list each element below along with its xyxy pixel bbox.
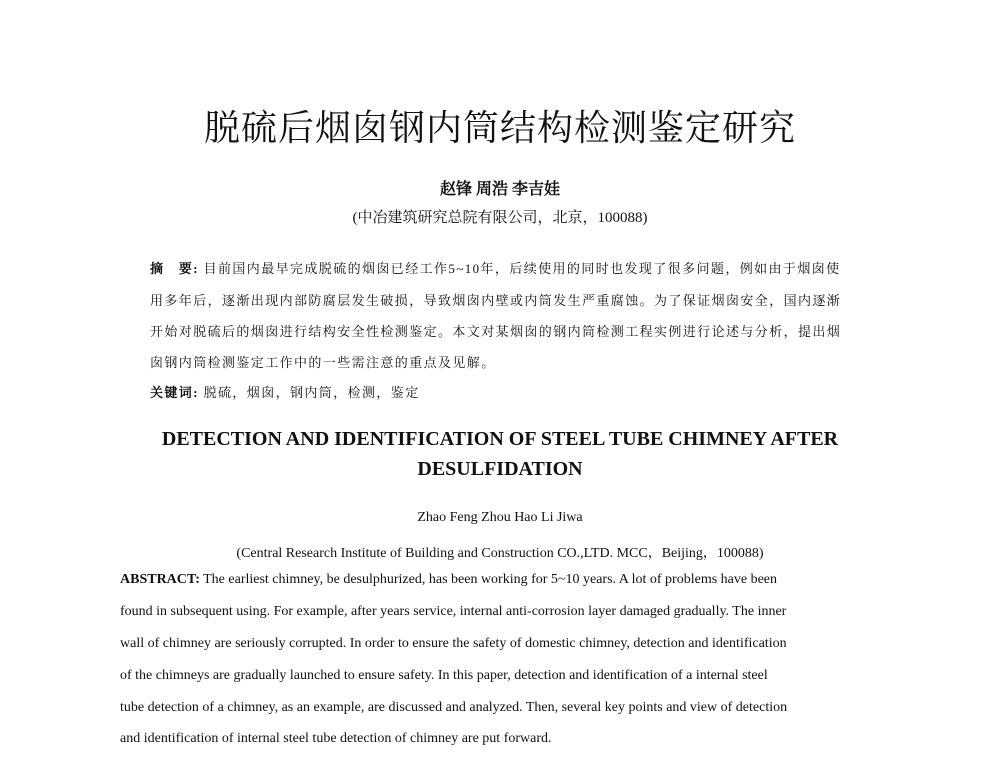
authors-en: Zhao Feng Zhou Hao Li Jiwa [417, 510, 583, 525]
abstract-cn-label: 摘 要: [150, 261, 199, 276]
abstract-en-line: wall of chimney are seriously corrupted. In order to ensure the safety of domestic chimney, detection and identification [120, 636, 787, 651]
keywords-cn-label: 关键词: [150, 385, 199, 400]
abstract-cn-line: 用多年后，逐渐出现内部防腐层发生破损，导致烟囱内壁或内筒发生严重腐蚀。为了保证烟囱安全，国内逐渐 [150, 293, 842, 308]
abstract-en-text: The earliest chimney, be desulphurized, has been working for 5~10 years. A lot of problems have been [203, 572, 778, 587]
abstract-en-line: tube detection of a chimney, as an example, are discussed and analyzed. Then, several key points and view of detection [120, 700, 788, 715]
abstract-en-line: of the chimneys are gradually launched to ensure safety. In this paper, detection and identification of a internal steel [120, 668, 768, 683]
keywords-cn-text: 脱硫，烟囱，钢内筒，检测，鉴定 [203, 385, 420, 400]
abstract-cn-line [150, 258, 841, 277]
affiliation-en: (Central Research Institute of Building and Construction CO.,LTD. MCC，Beijing，100088) [236, 546, 764, 561]
paper-title-en-line1: DETECTION AND IDENTIFICATION OF STEEL TUBE CHIMNEY AFTER [161, 428, 839, 450]
paper-title-en-line2: DESULFIDATION [417, 458, 583, 480]
abstract-cn-line: 囱钢内筒检测鉴定工作中的一些需注意的重点及见解。 [150, 355, 496, 370]
affiliation-cn: (中冶建筑研究总院有限公司，北京，100088) [352, 210, 648, 226]
abstract-en-label: ABSTRACT: [120, 572, 200, 587]
paper-title-cn: 脱硫后烟囱钢内筒结构检测鉴定研究 [203, 108, 796, 149]
abstract-en-line: and identification of internal steel tube detection of chimney are put forward. [120, 731, 552, 746]
keywords-cn [150, 382, 420, 401]
authors-cn: 赵锋 周浩 李吉娃 [439, 181, 560, 198]
abstract-cn-text: 目前国内最早完成脱硫的烟囱已经工作5~10年，后续使用的同时也发现了很多问题，例如由于烟囱使 [203, 261, 841, 276]
abstract-cn-line: 开始对脱硫后的烟囱进行结构安全性检测鉴定。本文对某烟囱的钢内筒检测工程实例进行论述与分析，提出烟 [150, 324, 842, 339]
abstract-en-line: found in subsequent using. For example, after years service, internal anti-corrosion layer damaged gradually. The inner [120, 604, 787, 619]
abstract-en-line [120, 572, 777, 588]
